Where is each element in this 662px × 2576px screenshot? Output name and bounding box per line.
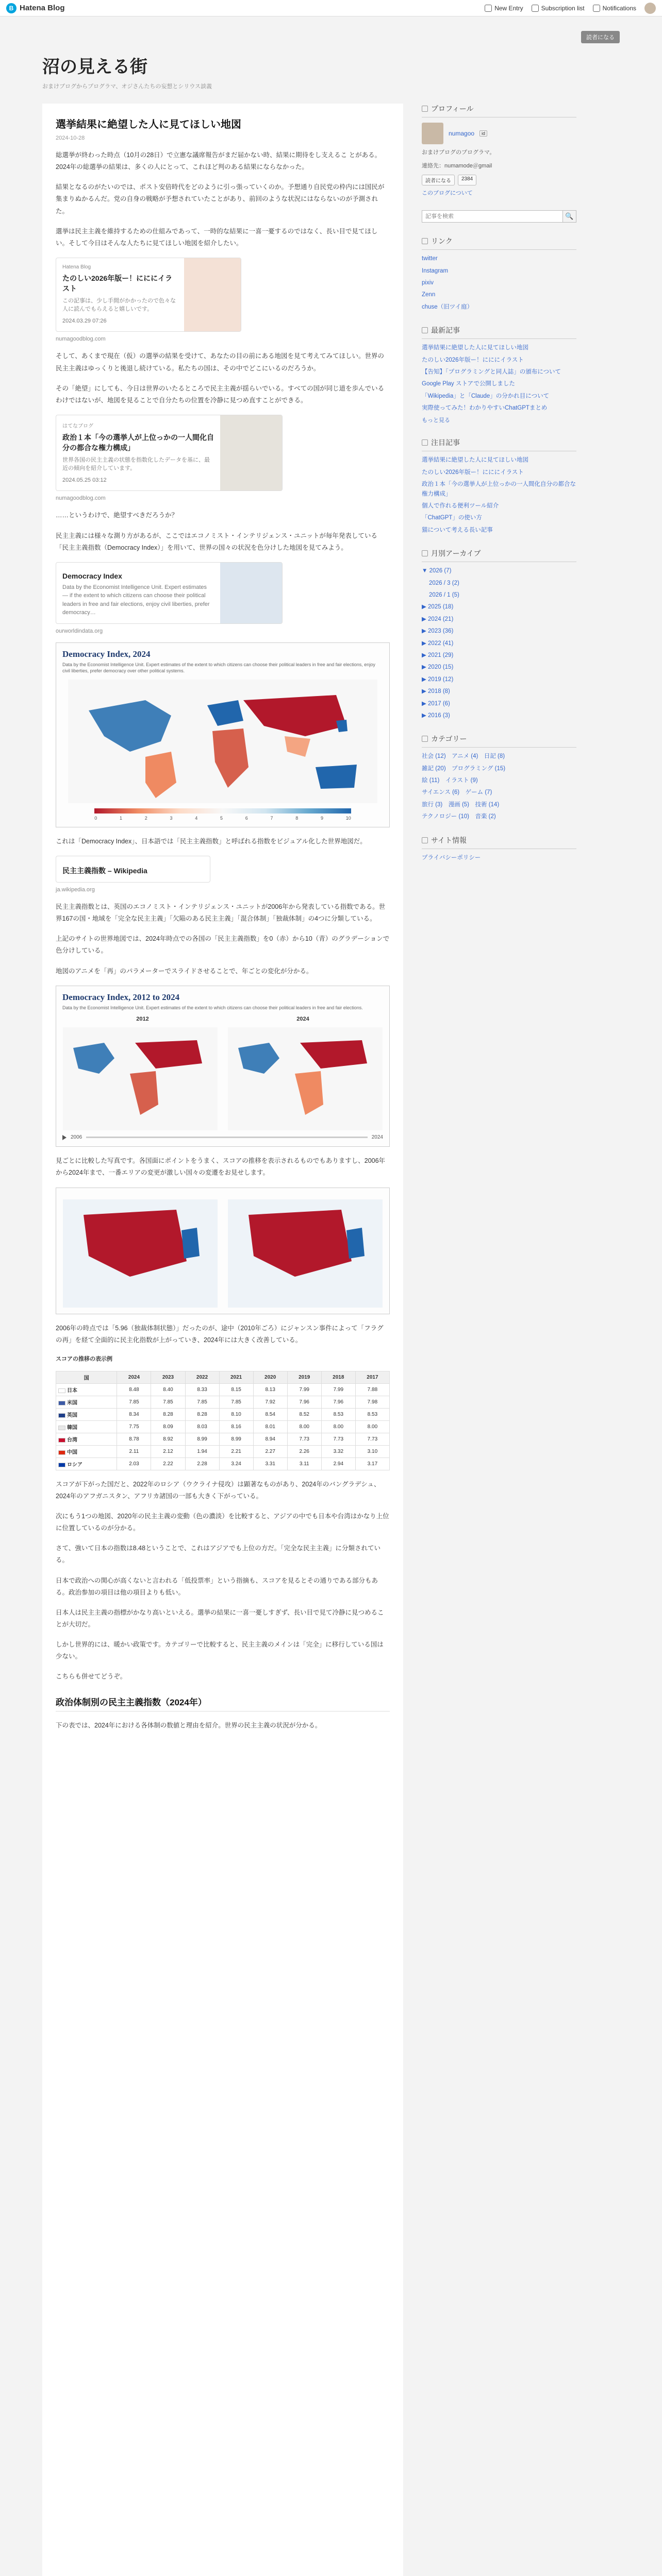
score-cell: 2.12 bbox=[151, 1445, 185, 1458]
country-name: 韓国 bbox=[67, 1425, 77, 1431]
comparison-maps bbox=[62, 1027, 383, 1130]
table-row bbox=[56, 1445, 390, 1458]
popular-entry[interactable]: 猫について考える長い記事 bbox=[422, 527, 493, 533]
score-cell: 7.99 bbox=[287, 1383, 321, 1396]
paragraph: さて、強いて日本の指数は8.48ということで、これはアジアでも上位の方だ。「完全な民主主義」に分類されている。 bbox=[56, 1545, 380, 1564]
category-row[interactable]: サイエンス (6) ゲーム (7) bbox=[422, 789, 492, 796]
widget-heading: 最新記事 bbox=[431, 326, 460, 335]
archive-item[interactable]: ▶ 2020 (15) bbox=[422, 664, 454, 671]
score-cell: 8.54 bbox=[253, 1408, 287, 1420]
archive-item[interactable]: ▶ 2019 (12) bbox=[422, 676, 454, 683]
figure-caption: Data by the Economist Intelligence Unit. Expert estimates of the extent to which citizens can choose their political leaders in free and fair elections, enjoy civil liberties, prefer democracy over other political systems. bbox=[62, 662, 375, 674]
score-cell: 8.01 bbox=[253, 1420, 287, 1433]
table-header: 2018 bbox=[321, 1371, 355, 1383]
archive-item[interactable]: ▶ 2018 (8) bbox=[422, 688, 450, 695]
widget-heading: 注目記事 bbox=[431, 438, 460, 447]
figure-caption: Data by the Economist Intelligence Unit. Expert estimates of the extent to which citizens can choose their political leaders in free and fair elections. bbox=[62, 1005, 363, 1010]
score-cell: 8.16 bbox=[219, 1420, 253, 1433]
paragraph: 地図のアニメを「再」のパラメーターでスライドさせることで、年ごとの変化が分かる。 bbox=[56, 967, 313, 975]
score-cell: 2.11 bbox=[117, 1445, 151, 1458]
popular-entry[interactable]: 個人で作れる便利ツール紹介 bbox=[422, 503, 499, 510]
recent-entry[interactable]: たのしい2026年版ー！にににイラスト bbox=[422, 357, 524, 363]
table-header: 2022 bbox=[185, 1371, 219, 1383]
table-row bbox=[56, 1458, 390, 1470]
profile-text: おまけブログのプログラマ。 bbox=[422, 149, 495, 156]
flag-icon bbox=[58, 1463, 65, 1467]
recent-entry[interactable]: 実際使ってみた！わかりやすいChatGPTまとめ bbox=[422, 405, 548, 412]
search-input[interactable] bbox=[422, 210, 563, 223]
country-name: 台湾 bbox=[67, 1437, 77, 1443]
card-thumbnail bbox=[184, 258, 241, 332]
asia-map-figure[interactable] bbox=[56, 1188, 390, 1314]
figure-title: Democracy Index, 2012 to 2024 bbox=[62, 992, 180, 1002]
list-icon bbox=[532, 5, 539, 12]
score-cell: 8.40 bbox=[151, 1383, 185, 1396]
democracy-map-figure[interactable] bbox=[56, 642, 390, 827]
archive-widget bbox=[422, 548, 576, 720]
paragraph: 次にもう1つの地図、2020年の民主主義の変動（色の濃淡）を比較すると、アジアの中でも日本や台湾はかなり上位に位置しているのが分かる。 bbox=[56, 1513, 389, 1532]
new-entry-label: New Entry bbox=[494, 4, 523, 12]
country-name: 日本 bbox=[67, 1387, 77, 1394]
card-source[interactable]: numagoodblog.com bbox=[56, 336, 106, 343]
score-cell: 3.32 bbox=[321, 1445, 355, 1458]
score-cell: 3.31 bbox=[253, 1458, 287, 1470]
score-cell: 8.92 bbox=[151, 1433, 185, 1445]
score-cell: 8.99 bbox=[185, 1433, 219, 1445]
card-description: Data by the Economist Intelligence Unit. Expert estimates — if the extent to which citizens can choose their political leaders in free and fair elections, enjoy civil liberties, prefer democracy… bbox=[62, 584, 210, 616]
slider-track[interactable] bbox=[86, 1137, 368, 1138]
widget-heading: プロフィール bbox=[431, 105, 474, 113]
user-icon bbox=[422, 106, 428, 112]
score-cell: 7.88 bbox=[355, 1383, 389, 1396]
subscribe-button[interactable]: 読者になる bbox=[422, 175, 455, 185]
profile-avatar[interactable] bbox=[422, 123, 443, 144]
table-header: 2019 bbox=[287, 1371, 321, 1383]
score-cell: 7.73 bbox=[355, 1433, 389, 1445]
archive-item[interactable]: ▶ 2021 (29) bbox=[422, 652, 454, 658]
archive-item[interactable]: ▶ 2025 (18) bbox=[422, 604, 454, 611]
top-nav bbox=[485, 3, 656, 14]
score-cell: 7.99 bbox=[321, 1383, 355, 1396]
paragraph: スコアが下がった国だと、2022年のロシア（ウクライナ侵攻）は顕著なものがあり、2024年のバングラデシュ、2024年のアフガニスタン、アフリカ諸国の一部も大きく下がっている。 bbox=[56, 1480, 380, 1500]
score-cell: 7.98 bbox=[355, 1396, 389, 1408]
score-cell: 8.78 bbox=[117, 1433, 151, 1445]
asia-maps bbox=[62, 1199, 383, 1308]
category-row[interactable]: 旅行 (3) 漫画 (5) 技術 (14) bbox=[422, 801, 500, 808]
category-row[interactable]: 絵 (11) イラスト (9) bbox=[422, 777, 478, 784]
table-header: 2020 bbox=[253, 1371, 287, 1383]
table-header: 2023 bbox=[151, 1371, 185, 1383]
archive-item[interactable]: ▼ 2026 (7) bbox=[422, 568, 452, 574]
more-link[interactable]: もっと見る bbox=[422, 417, 450, 424]
score-cell: 7.96 bbox=[287, 1396, 321, 1408]
recent-entry[interactable]: 選挙結果に絶望した人に見てほしい地図 bbox=[422, 345, 528, 351]
score-cell: 7.85 bbox=[117, 1396, 151, 1408]
score-cell: 7.85 bbox=[151, 1396, 185, 1408]
card-date: 2024.05.25 03:12 bbox=[62, 477, 107, 483]
popular-entry[interactable]: 選挙結果に絶望した人に見てほしい地図 bbox=[422, 457, 528, 464]
recent-entry[interactable]: 【告知】「プログラミングと同人誌」の頒布について bbox=[422, 368, 561, 375]
table-row bbox=[56, 1396, 390, 1408]
search-icon[interactable]: 🔍 bbox=[563, 210, 576, 223]
democracy-comparison-figure[interactable] bbox=[56, 986, 390, 1147]
paragraph: 見ごとに比較した写真です。各国面にポイントをうまく、スコアの推移を表示されるものでもありますし、2006年から2024年まで、一番エリアの変更が激しい国々の変遷をお見せします。 bbox=[56, 1157, 386, 1177]
brand-name: Hatena Blog bbox=[20, 4, 65, 12]
score-cell: 8.53 bbox=[321, 1408, 355, 1420]
table-header: 2021 bbox=[219, 1371, 253, 1383]
blog-description: おまけブログからプログラマ、オジさんたちの妄想とシリウス談義 bbox=[42, 83, 212, 90]
entry-date[interactable]: 2024-10-28 bbox=[56, 135, 85, 141]
embed-card[interactable] bbox=[56, 258, 241, 332]
popular-entries-widget bbox=[422, 437, 576, 535]
pencil-icon bbox=[485, 5, 492, 12]
embed-card[interactable] bbox=[56, 415, 283, 492]
about-blog-link[interactable]: このブログについて bbox=[422, 190, 473, 197]
bell-icon bbox=[593, 5, 600, 12]
category-row[interactable]: 雑記 (20) プログラミング (15) bbox=[422, 765, 506, 772]
card-source[interactable]: ourworldindata.org bbox=[56, 628, 103, 634]
profile-name[interactable]: numagoo bbox=[449, 130, 475, 137]
flag-icon bbox=[58, 1426, 65, 1430]
score-cell: 8.28 bbox=[185, 1408, 219, 1420]
score-cell: 1.94 bbox=[185, 1445, 219, 1458]
country-name: 中国 bbox=[67, 1449, 77, 1455]
archive-item[interactable]: ▶ 2022 (41) bbox=[422, 640, 454, 647]
score-cell: 2.21 bbox=[219, 1445, 253, 1458]
score-cell: 7.85 bbox=[219, 1396, 253, 1408]
card-description: 世界各国の民主主義の状態を指数化したデータを基に、最近の傾向を紹介しています。 bbox=[62, 456, 210, 472]
year-label: 2012 bbox=[136, 1016, 149, 1023]
score-cell: 8.10 bbox=[219, 1408, 253, 1420]
score-cell: 8.15 bbox=[219, 1383, 253, 1396]
score-cell: 8.03 bbox=[185, 1420, 219, 1433]
subscribe-button[interactable]: 読者になる bbox=[581, 31, 620, 43]
table-header: 国 bbox=[56, 1371, 117, 1383]
table-header: 2024 bbox=[117, 1371, 151, 1383]
score-cell: 8.09 bbox=[151, 1420, 185, 1433]
paragraph: 下の表では、2024年における各体制の数値と理由を紹介。世界の民主主義の状況が分かる。 bbox=[56, 1722, 322, 1730]
paragraph: 民主主義指数とは、英国のエコノミスト・インテリジェンス・ユニットが2006年から発表している指数である。世界167の国・地域を「完全な民主主義」「欠陥のある民主主義」「混合体制」「独裁体制」の4つに分類している。 bbox=[56, 903, 386, 923]
figure-title: Democracy Index, 2024 bbox=[62, 649, 151, 659]
score-cell: 8.00 bbox=[355, 1420, 389, 1433]
categories-widget bbox=[422, 734, 576, 821]
card-title: 政治１本「今の選挙人が上位っかの一人間化自分の都合な権力構成」 bbox=[62, 433, 214, 452]
recent-entry[interactable]: 「Wikipedia」と「Claude」の分かれ目について bbox=[422, 393, 550, 399]
popular-entry[interactable]: 「ChatGPT」の使い方 bbox=[422, 515, 482, 521]
privacy-policy-link[interactable]: プライバシーポリシー bbox=[422, 854, 481, 861]
section-heading: 政治体制別の民主主義指数（2024年） bbox=[56, 1695, 390, 1711]
document-icon bbox=[422, 327, 428, 333]
profile-contact: 連絡先：numamode＠gmail bbox=[422, 162, 492, 169]
score-cell: 2.26 bbox=[287, 1445, 321, 1458]
paragraph: 総選挙が終わった時点（10月の28日）で立憲な議席報告がまだ届かない時、結果に期待をし支えるこ とがある。2024年の総選挙の結果は、多くの人にとって、これほど判のある結果にならなかった。 bbox=[56, 151, 382, 171]
card-date: 2024.03.29 07:26 bbox=[62, 317, 107, 324]
archive-item[interactable]: 2026 / 1 (5) bbox=[429, 592, 459, 598]
color-legend bbox=[94, 808, 351, 814]
score-cell: 7.73 bbox=[321, 1433, 355, 1445]
article bbox=[42, 104, 403, 2576]
score-cell: 7.96 bbox=[321, 1396, 355, 1408]
paragraph: 選挙は民主主義を維持するための仕組みであって、一時的な結果に一喜一憂するのではなく、長い目で見てほしい。そして今日はそんな人たちに見てほしい地図を紹介したい。 bbox=[56, 227, 378, 247]
score-cell: 8.94 bbox=[253, 1433, 287, 1445]
category-row[interactable]: テクノロジー (10) 音楽 (2) bbox=[422, 814, 496, 820]
paragraph: ……というわけで、絶望すべきだろうか？ bbox=[56, 512, 178, 519]
score-cell: 8.99 bbox=[219, 1433, 253, 1445]
card-thumbnail bbox=[220, 415, 282, 491]
score-cell: 3.11 bbox=[287, 1458, 321, 1470]
score-cell: 7.85 bbox=[185, 1396, 219, 1408]
archive-item[interactable]: 2026 / 3 (2) bbox=[429, 580, 459, 586]
user-avatar[interactable] bbox=[644, 3, 656, 14]
flag-icon bbox=[58, 1413, 65, 1418]
score-cell: 7.73 bbox=[287, 1433, 321, 1445]
paragraph: こちらも併せてどうぞ。 bbox=[56, 1673, 127, 1681]
site-info-widget bbox=[422, 835, 576, 862]
paragraph: 日本で政治への関心が高くないと言われる「低投票率」という指摘も、スコアを見るとその通りである部分もある。政治参加の項目は他の項目よりも低い。 bbox=[56, 1577, 378, 1596]
table-title: スコアの推移の表示例 bbox=[56, 1355, 112, 1362]
country-name: 英国 bbox=[67, 1412, 77, 1418]
widget-heading: リンク bbox=[431, 237, 453, 246]
widget-heading: 月別アーカイブ bbox=[431, 549, 481, 558]
legend-labels: 0 1 2 3 4 5 6 7 8 9 10 bbox=[94, 815, 351, 821]
page-wrapper bbox=[42, 16, 620, 2576]
subscriber-count: 2384 bbox=[458, 175, 476, 185]
flag-icon bbox=[58, 1450, 65, 1455]
score-cell: 8.48 bbox=[117, 1383, 151, 1396]
notifications-link[interactable] bbox=[593, 5, 636, 12]
card-title: 民主主義指数 – Wikipedia bbox=[62, 867, 147, 875]
year-slider[interactable]: 2006 2024 bbox=[62, 1134, 383, 1140]
score-cell: 2.22 bbox=[151, 1458, 185, 1470]
popular-entry[interactable]: 政治１本「今の選挙人が上位っかの一人間化自分の都合な権力構成」 bbox=[422, 481, 576, 497]
link-item[interactable]: chuse（旧ツイ庭） bbox=[422, 303, 473, 310]
paragraph: 民主主義には様々な測り方があるが、ここではエコノミスト・インテリジェンス・ユニットが毎年発表している「民主主義指数（Democracy Index）」を用いて、世界の国々の状況を色分けした地図を見てみよう。 bbox=[56, 532, 377, 551]
link-icon bbox=[422, 238, 428, 244]
paragraph: 2006年の時点では「5.96（独裁体制状態）」だったのが、途中（2010年ごろ）にジャンスン事件によって「フラグの再」を経て全面的に民主化指数が上がっていき、2024年には大きく改善している。 bbox=[56, 1324, 384, 1344]
embed-card[interactable] bbox=[56, 562, 283, 624]
score-cell: 2.28 bbox=[185, 1458, 219, 1470]
score-cell: 8.52 bbox=[287, 1408, 321, 1420]
paragraph: そして、あくまで現在（仮）の選挙の結果を受けて、あなたの目の前にある地図を見て考えてみてほしい。世界の民主主義はゆっくりと後退し続けている。私たちの国は、その中でどこにいるのだろうか。 bbox=[56, 352, 385, 372]
archive-item[interactable]: ▶ 2016 (3) bbox=[422, 712, 450, 719]
card-title: たのしい2026年版ー！にににイラスト bbox=[62, 274, 173, 293]
score-cell: 8.34 bbox=[117, 1408, 151, 1420]
country-name: ロシア bbox=[67, 1462, 82, 1468]
paragraph: その「絶望」にしても、今日は世界のいたるところで民主主義が揺らいでいる。すべての国が同じ道を歩んでいるわけではないが、地図を見ることで自分たちの位置を冷静に見つめ直すことができる。 bbox=[56, 384, 385, 404]
popular-entry[interactable]: たのしい2026年版ー！にににイラスト bbox=[422, 469, 524, 476]
play-icon[interactable] bbox=[62, 1135, 67, 1140]
flag-icon bbox=[58, 1438, 65, 1443]
top-bar bbox=[0, 0, 662, 16]
flag-icon bbox=[58, 1388, 65, 1393]
profile-id-badge: id bbox=[479, 130, 487, 137]
table-row bbox=[56, 1433, 390, 1445]
score-cell: 7.75 bbox=[117, 1420, 151, 1433]
link-item[interactable]: Zenn bbox=[422, 292, 436, 298]
card-site: はてなブログ bbox=[62, 423, 93, 429]
new-entry-link[interactable] bbox=[485, 5, 523, 12]
paragraph: 上記のサイトの世界地図では、2024年時点での各国の「民主主義指数」を0（赤）から10（青）のグラデーションで色分けしている。 bbox=[56, 935, 390, 955]
score-cell: 8.00 bbox=[321, 1420, 355, 1433]
recent-entries-widget bbox=[422, 325, 576, 424]
search-widget bbox=[422, 210, 576, 223]
sidebar bbox=[422, 104, 576, 2576]
card-site: Hatena Blog bbox=[62, 264, 91, 270]
card-source[interactable]: ja.wikipedia.org bbox=[56, 887, 95, 893]
paragraph: 結果となるのがたいのでは、ポスト安倍時代をどのように引っ張っていくのか。予想通り自民党の枠内には国民が集まりぬかるんだ。党の自身の戦略が予想されていたことがあり、前回のような状況にはならないのが予測された。 bbox=[56, 183, 385, 215]
table-row bbox=[56, 1408, 390, 1420]
world-map bbox=[62, 680, 383, 803]
category-row[interactable]: 社会 (12) アニメ (4) 日記 (8) bbox=[422, 753, 505, 760]
score-cell: 8.28 bbox=[151, 1408, 185, 1420]
entry-title[interactable]: 選挙結果に絶望した人に見てほしい地図 bbox=[56, 119, 241, 130]
calendar-icon bbox=[422, 550, 428, 556]
score-cell: 2.03 bbox=[117, 1458, 151, 1470]
score-cell: 8.53 bbox=[355, 1408, 389, 1420]
widget-heading: サイト情報 bbox=[431, 836, 467, 844]
archive-item[interactable]: ▶ 2023 (36) bbox=[422, 628, 454, 635]
star-icon bbox=[422, 439, 428, 446]
widget-heading: カテゴリー bbox=[431, 735, 467, 743]
info-icon bbox=[422, 837, 428, 843]
flag-icon bbox=[58, 1401, 65, 1405]
score-cell: 8.00 bbox=[287, 1420, 321, 1433]
table-row bbox=[56, 1420, 390, 1433]
score-cell: 3.24 bbox=[219, 1458, 253, 1470]
link-item[interactable]: Instagram bbox=[422, 267, 449, 274]
score-cell: 3.17 bbox=[355, 1458, 389, 1470]
score-cell: 2.94 bbox=[321, 1458, 355, 1470]
subscription-list-label: Subscription list bbox=[541, 4, 585, 12]
score-cell: 2.27 bbox=[253, 1445, 287, 1458]
profile-widget bbox=[422, 104, 576, 197]
link-item[interactable]: twitter bbox=[422, 256, 438, 262]
folder-icon bbox=[422, 736, 428, 742]
hatena-blog-logo[interactable] bbox=[6, 3, 65, 13]
archive-item[interactable]: ▶ 2017 (6) bbox=[422, 700, 450, 707]
paragraph: これは「Democracy Index」、日本語では「民主主義指数」と呼ばれる指数をビジュアル化した世界地図だ。 bbox=[56, 837, 367, 845]
score-cell: 7.92 bbox=[253, 1396, 287, 1408]
links-widget bbox=[422, 236, 576, 312]
card-title: Democracy Index bbox=[62, 571, 122, 580]
score-table bbox=[56, 1371, 390, 1470]
paragraph: しかし世界的には、暖かい政策です。カテゴリーで比較すると、民主主義のメインは「完全」に移行している国は少ない。 bbox=[56, 1641, 384, 1660]
archive-item[interactable]: ▶ 2024 (21) bbox=[422, 616, 454, 622]
card-thumbnail bbox=[220, 563, 282, 623]
country-name: 米国 bbox=[67, 1400, 77, 1406]
year-label: 2024 bbox=[296, 1016, 309, 1023]
table-header: 2017 bbox=[355, 1371, 389, 1383]
paragraph: 日本人は民主主義の指標がかなり高いといえる。選挙の結果に一喜一憂しすぎず、長い目で見て冷静に見つめることが大切だ。 bbox=[56, 1608, 384, 1628]
score-cell: 3.10 bbox=[355, 1445, 389, 1458]
card-source[interactable]: numagoodblog.com bbox=[56, 495, 106, 502]
blog-title[interactable]: 沼の見える街 bbox=[42, 58, 147, 77]
card-description: この記事は、少し手間がかかったので色々な人に読んでもらえると嬉しいです。 bbox=[62, 297, 176, 313]
recent-entry[interactable]: Google Play ストアで公開しました bbox=[422, 381, 515, 387]
notifications-label: Notifications bbox=[602, 4, 636, 12]
embed-card[interactable] bbox=[56, 856, 210, 883]
subscription-list-link[interactable] bbox=[532, 5, 585, 12]
score-cell: 8.13 bbox=[253, 1383, 287, 1396]
table-row bbox=[56, 1383, 390, 1396]
score-cell: 8.33 bbox=[185, 1383, 219, 1396]
link-item[interactable]: pixiv bbox=[422, 279, 434, 286]
hatena-logo-icon: B bbox=[6, 3, 16, 13]
